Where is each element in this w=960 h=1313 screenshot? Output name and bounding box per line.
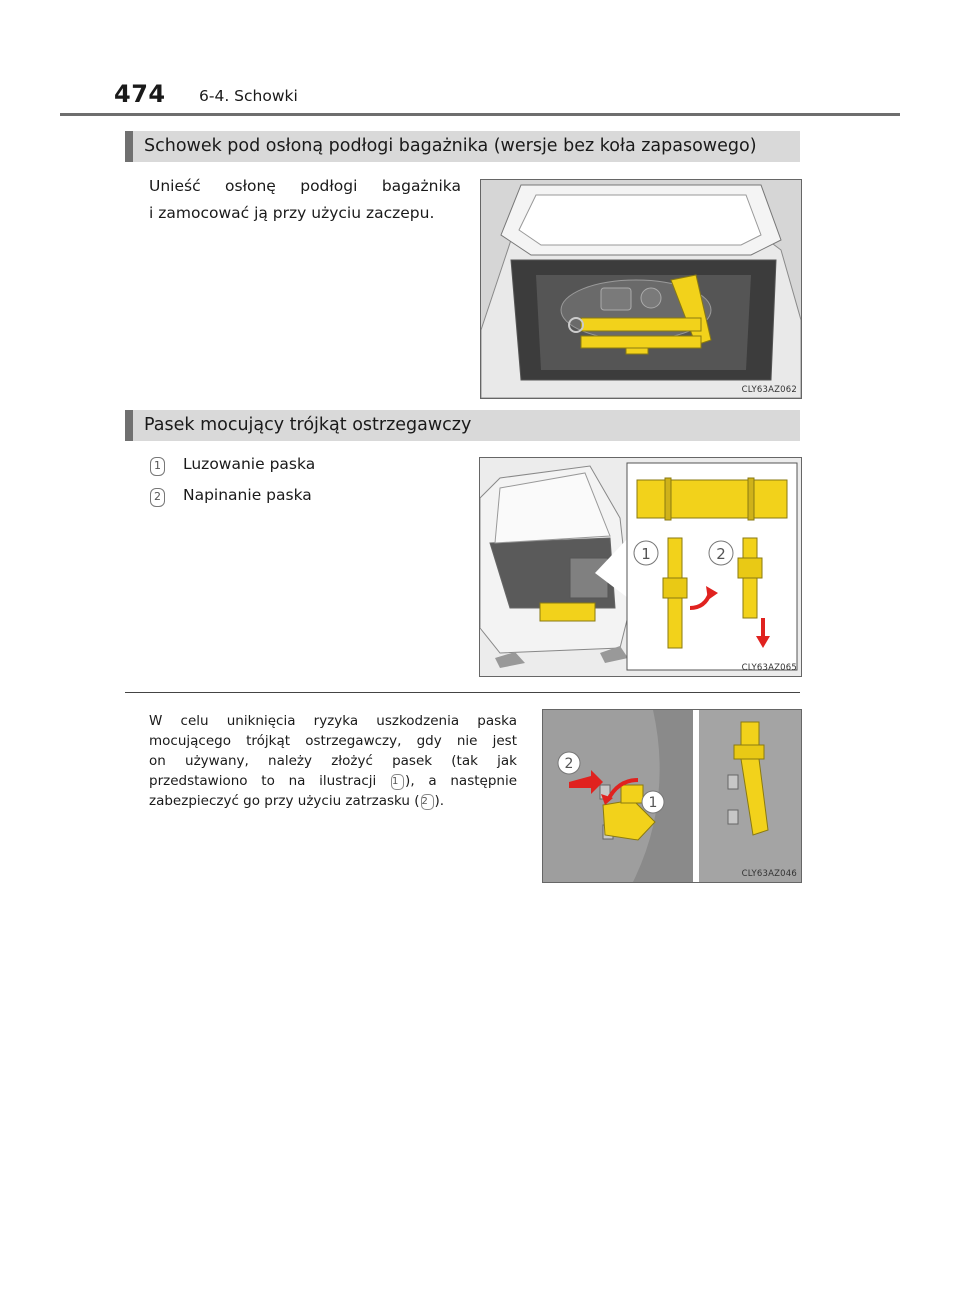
section-title: Pasek mocujący trójkąt ostrzegawczy [144,415,472,435]
note-line [149,791,517,811]
page-number: 474 [114,80,166,108]
section-marker [125,410,133,441]
strap-stowing-drawing [543,710,801,882]
step-marker: 1 [150,457,165,476]
step-marker: 2 [150,488,165,507]
figure-code: CLY63AZ062 [741,385,797,395]
note-line: on używany, należy złożyć pasek (tak jak [149,753,517,769]
note-line: mocującego trójkąt ostrzegawczy, gdy nie jest [149,733,517,749]
note-line4-start: przedstawiono to na ilustracji [149,773,377,789]
page-header [114,80,902,112]
callout-1: 1 [641,545,651,563]
section-heading-trunk-floor-storage [125,131,800,162]
strap-drawing [480,458,801,676]
section1-line1: Unieść osłonę podłogi bagażnika [149,177,461,195]
section1-line2: i zamocować ją przy użyciu zaczepu. [149,204,435,222]
callout-2: 2 [716,545,726,563]
figure-code: CLY63AZ046 [741,869,797,879]
strap-illustration [479,457,802,677]
callout-1: 1 [648,795,658,811]
trunk-floor-illustration [480,179,802,399]
chapter-title: 6-4. Schowki [199,87,298,105]
inline-marker: 1 [391,774,404,790]
section-title: Schowek pod osłoną podłogi bagażnika (wersje bez koła zapasowego) [144,136,757,156]
inline-marker: 2 [421,794,434,810]
note-line4-end: ), a następnie [405,773,518,789]
note-text [149,711,517,811]
section1-body [149,173,461,227]
callout-2: 2 [564,756,574,772]
step-label: Napinanie paska [183,486,312,504]
step-label: Luzowanie paska [183,455,316,473]
note-line: W celu uniknięcia ryzyka uszkodzenia paska [149,713,517,729]
section-marker [125,131,133,162]
note-line5-start: zabezpieczyć go przy użyciu zatrzasku ( [149,793,420,809]
note-line [149,771,517,791]
figure-code: CLY63AZ065 [741,663,797,673]
trunk-floor-drawing [481,180,801,398]
header-rule [60,113,900,116]
section-heading-warning-triangle-strap [125,410,800,441]
note-line5-end: ). [434,793,445,809]
strap-stowing-illustration [542,709,802,883]
section-divider [125,692,800,693]
